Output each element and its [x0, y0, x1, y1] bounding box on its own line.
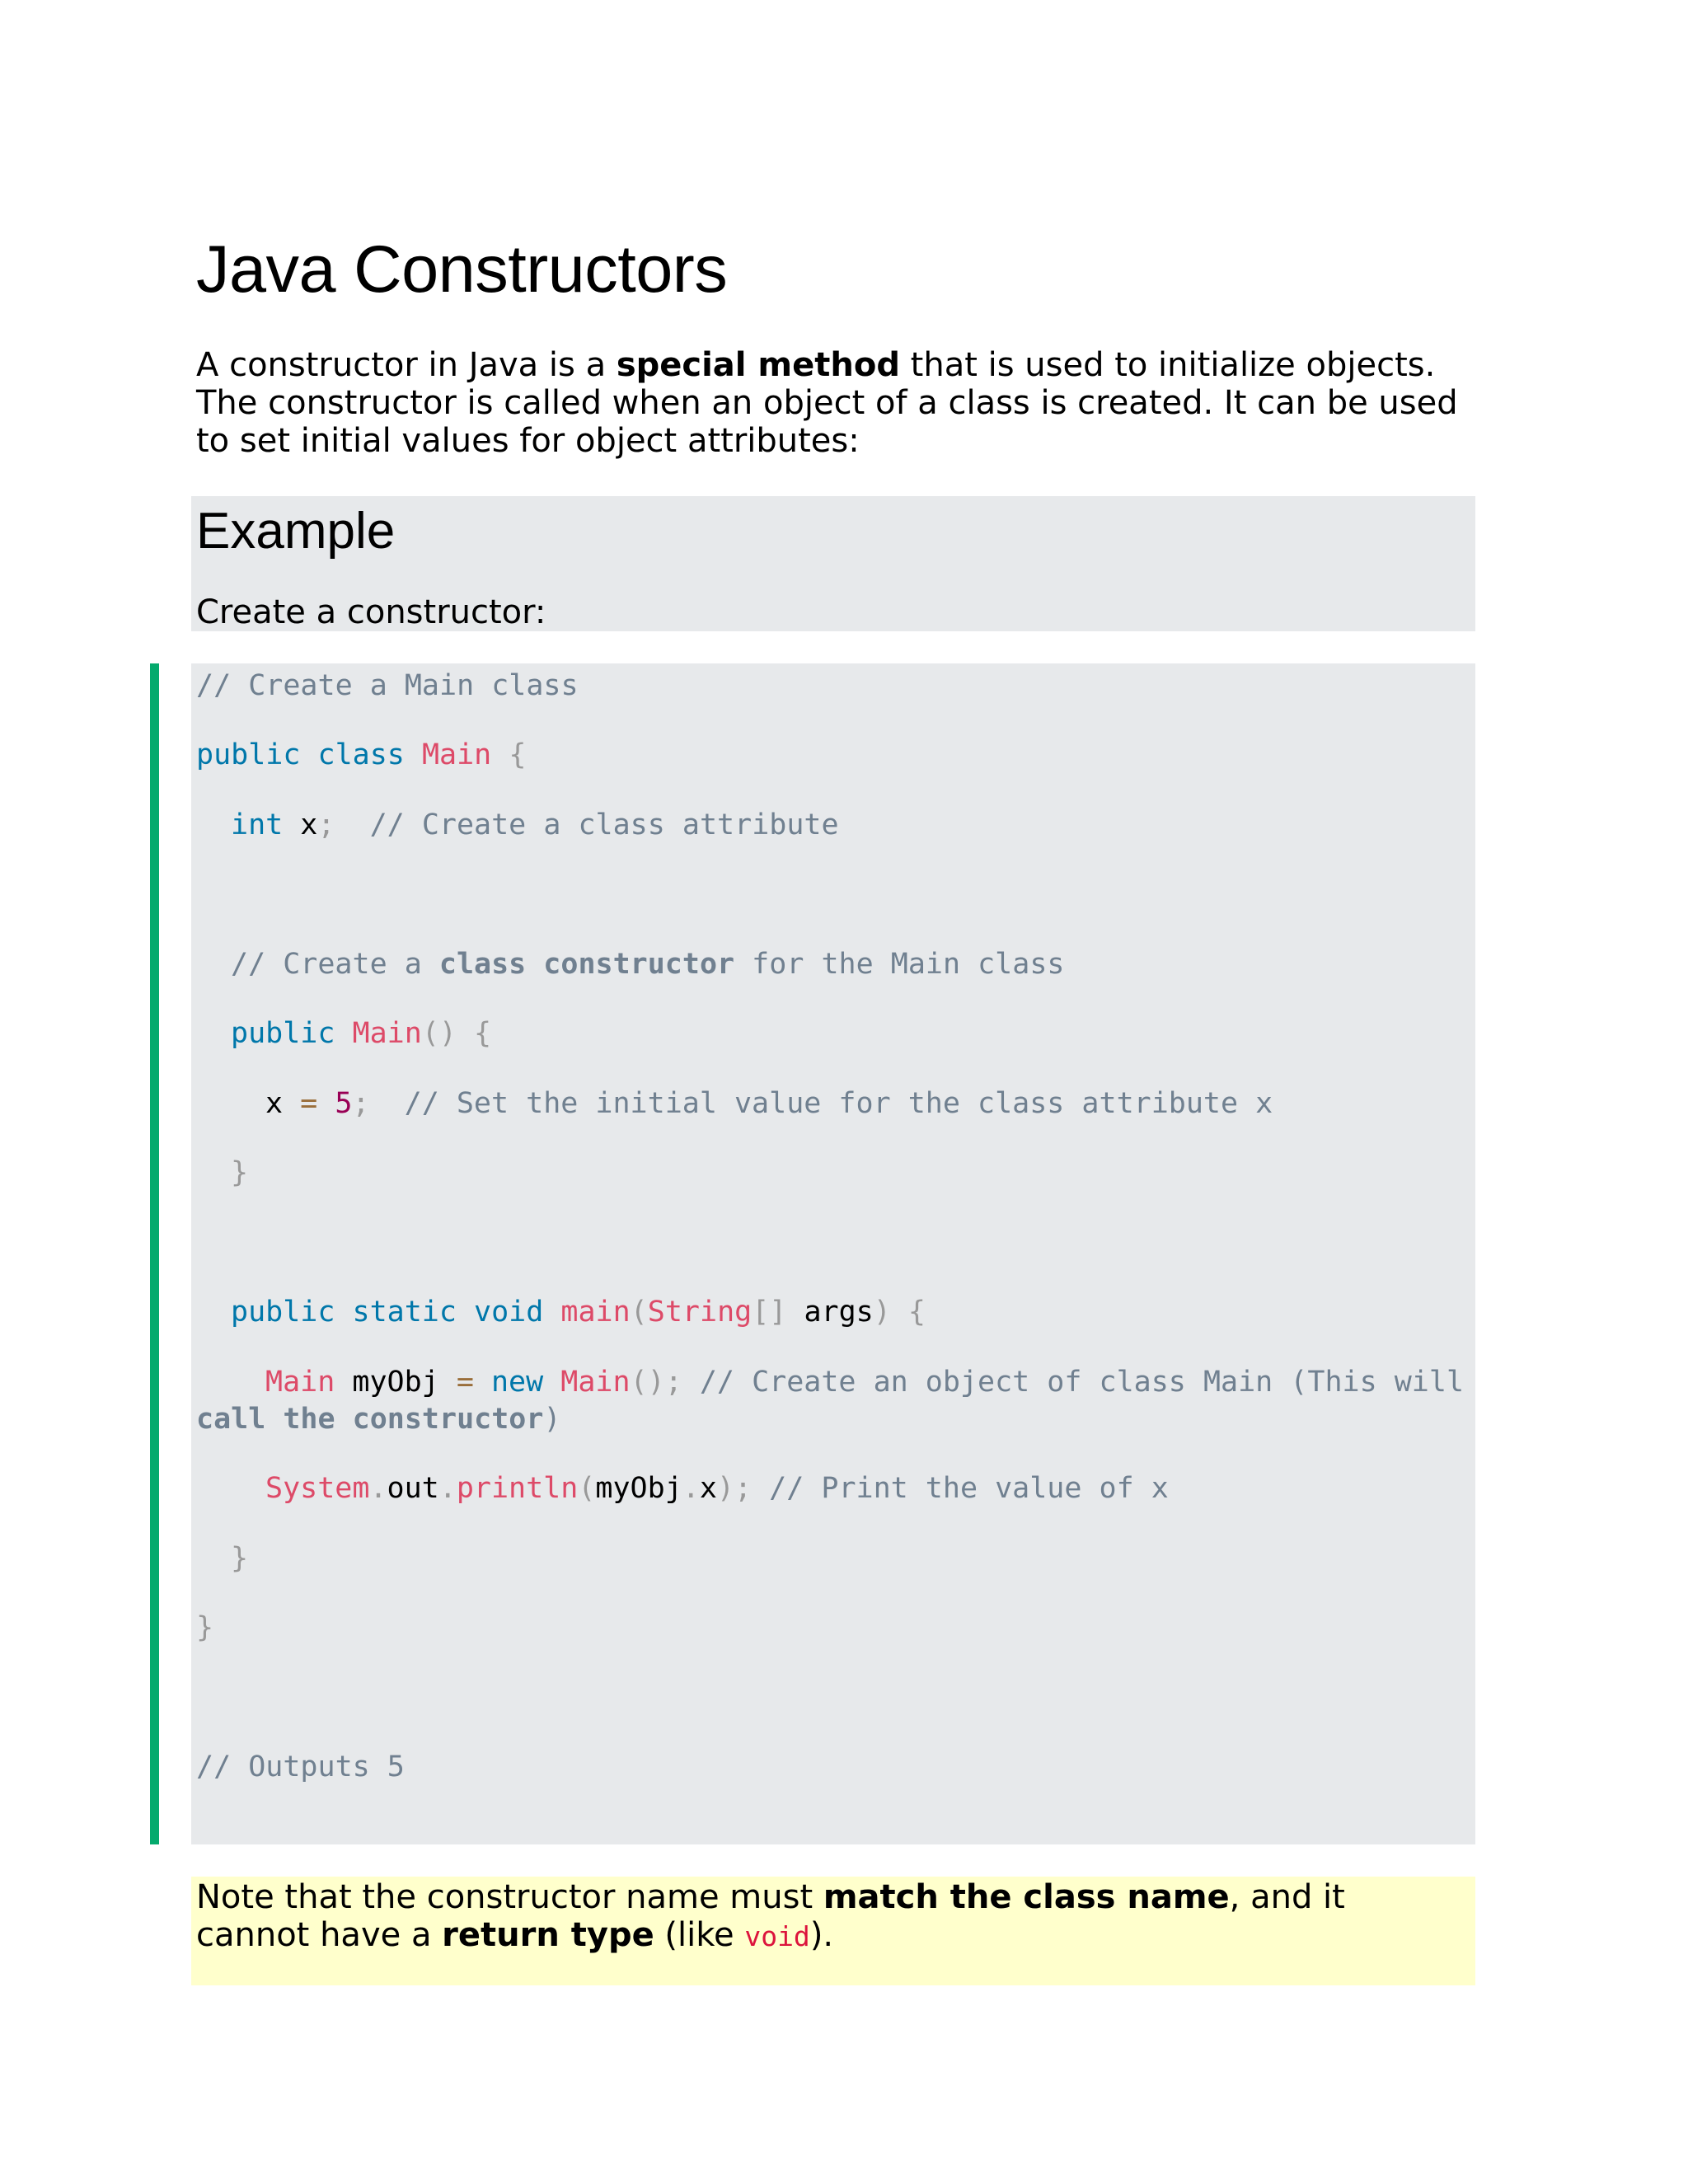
- code-keyword: void: [474, 1296, 544, 1329]
- code-method-name: println: [456, 1472, 579, 1505]
- code-keyword: public: [196, 738, 301, 771]
- intro-bold-text: special method: [616, 346, 900, 384]
- code-variable: myObj: [352, 1366, 439, 1399]
- code-operator: =: [456, 1366, 474, 1399]
- note-text-part: , and it cannot have a: [196, 1878, 1345, 1954]
- code-line-7: [231, 1155, 248, 1191]
- code-dot: .: [438, 1472, 457, 1505]
- note-text-part: Note that the constructor name must: [196, 1878, 823, 1916]
- code-brace: }: [231, 1156, 249, 1189]
- code-comment-bold: call the constructor: [196, 1403, 544, 1436]
- code-brace: }: [196, 1611, 214, 1644]
- code-variable: myObj: [595, 1472, 682, 1505]
- code-line-5: [231, 1015, 491, 1052]
- code-line-11: [231, 1540, 248, 1577]
- code-brace: {: [907, 1296, 926, 1329]
- example-description: Create a constructor:: [196, 593, 546, 631]
- code-constructor-name: Main: [352, 1017, 422, 1050]
- code-line-6: [265, 1085, 1273, 1122]
- code-class-name: Main: [560, 1366, 631, 1399]
- code-class-name: System: [265, 1472, 370, 1505]
- code-keyword: int: [231, 808, 284, 841]
- code-keyword: public: [231, 1017, 335, 1050]
- example-heading: Example: [196, 503, 396, 560]
- code-comment: // Create a Main class: [196, 669, 579, 702]
- code-field: x: [699, 1472, 717, 1505]
- code-comment: // Create a: [231, 948, 439, 981]
- note-text: [196, 1878, 1465, 1956]
- code-comment: // Print the value of x: [769, 1472, 1169, 1505]
- inline-code: void: [744, 1920, 810, 1952]
- intro-paragraph: [196, 346, 1482, 460]
- code-line-13: [196, 1749, 405, 1785]
- code-line-1: [196, 668, 579, 704]
- code-variable: args: [804, 1296, 874, 1329]
- intro-text: A constructor in Java is a: [196, 346, 617, 384]
- code-parens: ();: [630, 1366, 682, 1399]
- code-dot: .: [682, 1472, 700, 1505]
- page-title: Java Constructors: [196, 232, 728, 307]
- code-line-4: [231, 946, 1064, 982]
- code-comment: // Create a class attribute: [369, 808, 839, 841]
- code-keyword: class: [317, 738, 405, 771]
- note-bold-text: match the class name: [823, 1878, 1230, 1916]
- code-accent-bar: [150, 663, 159, 1844]
- code-semicolon: ;: [317, 808, 335, 841]
- code-comment: // Outputs 5: [196, 1750, 405, 1783]
- code-method-name: main: [560, 1296, 631, 1329]
- code-paren: );: [716, 1472, 753, 1505]
- code-comment: // Create an object of class Main (This will: [699, 1366, 1465, 1399]
- code-comment-bold: class constructor: [438, 948, 735, 981]
- code-comment: for the Main class: [734, 948, 1065, 981]
- code-brace: }: [231, 1542, 249, 1575]
- code-keyword: new: [490, 1366, 544, 1399]
- code-comment: ): [543, 1403, 561, 1436]
- code-dot: .: [369, 1472, 387, 1505]
- code-line-3: [231, 807, 839, 843]
- code-line-2: [196, 737, 526, 773]
- code-line-8: [231, 1294, 926, 1330]
- code-number: 5: [335, 1087, 353, 1120]
- code-parens: (): [421, 1017, 457, 1050]
- note-text-part: (like: [654, 1916, 745, 1954]
- note-bold-text: return type: [442, 1916, 654, 1954]
- code-paren: (: [578, 1472, 596, 1505]
- code-paren: (: [630, 1296, 648, 1329]
- code-semicolon: ;: [352, 1087, 370, 1120]
- code-line-9: [265, 1364, 1464, 1400]
- code-line-9-wrap: [196, 1401, 561, 1437]
- code-brace: {: [509, 738, 527, 771]
- code-type-name: String: [647, 1296, 753, 1329]
- code-class-name: Main: [265, 1366, 335, 1399]
- code-variable: x: [265, 1087, 284, 1120]
- code-brace: {: [474, 1017, 492, 1050]
- code-class-name: Main: [421, 738, 492, 771]
- code-keyword: public: [231, 1296, 335, 1329]
- code-operator: =: [300, 1087, 318, 1120]
- code-paren: ): [873, 1296, 891, 1329]
- intro-text-continued: that is used to initialize objects. The constructor is called when an object of a class is created. It can be used to set initial values for object attributes:: [196, 346, 1458, 460]
- code-field: out: [387, 1472, 439, 1505]
- code-line-10: [265, 1470, 1169, 1507]
- note-text-part: ).: [809, 1916, 834, 1954]
- code-variable: x: [300, 808, 318, 841]
- code-brackets: []: [752, 1296, 787, 1329]
- code-comment: // Set the initial value for the class attribute x: [404, 1087, 1273, 1120]
- code-keyword: static: [352, 1296, 457, 1329]
- code-line-12: [196, 1610, 213, 1646]
